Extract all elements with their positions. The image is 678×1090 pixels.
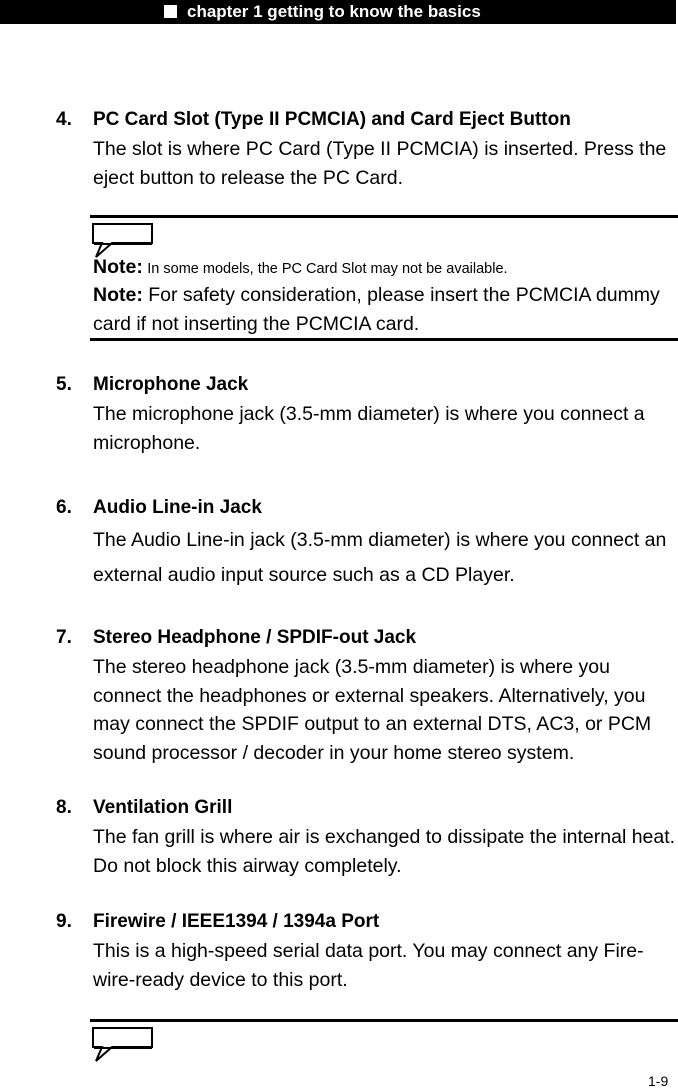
note-line-1 <box>93 253 508 283</box>
note-top-rule <box>90 1019 678 1022</box>
note-label: Note: <box>93 284 143 306</box>
item-description: The fan grill is where air is exchanged to dissipate the internal heat. Do not block this airway completely. <box>93 826 676 877</box>
item-number: 8. <box>56 797 72 818</box>
item-title: Firewire / IEEE1394 / 1394a Port <box>93 911 380 932</box>
note-top-rule <box>90 215 678 218</box>
note-box <box>90 215 678 343</box>
item-description: The microphone jack (3.5-mm diameter) is where you connect a microphone. <box>93 403 645 454</box>
item-number: 6. <box>56 497 72 518</box>
chapter-title: chapter 1 getting to know the basics <box>187 2 481 21</box>
note-label: Note: <box>93 256 143 278</box>
item-number: 5. <box>56 374 72 395</box>
note-line-2 <box>93 281 678 338</box>
item-description: This is a high-speed serial data port. You may connect any Fire-wire-ready device to this port. <box>93 940 644 991</box>
item-title: Ventilation Grill <box>93 797 233 818</box>
note-box-continued <box>90 1019 678 1069</box>
item-title: Stereo Headphone / SPDIF-out Jack <box>93 627 417 648</box>
item-description: The stereo headphone jack (3.5-mm diameter) is where you connect the headphones or external speakers. Alternatively, you may connect the SPDIF output to an external DTS, AC3, or PCM sound processor / decoder in your home stereo system. <box>93 656 652 764</box>
bullet-square-icon <box>164 5 177 18</box>
note-bottom-rule <box>90 338 678 341</box>
item-title: Microphone Jack <box>93 374 249 395</box>
item-title: PC Card Slot (Type II PCMCIA) and Card Eject Button <box>93 109 571 130</box>
item-number: 4. <box>56 109 72 130</box>
item-number: 7. <box>56 627 72 648</box>
item-description: The slot is where PC Card (Type II PCMCIA) is inserted. Press the eject button to release the PC Card. <box>93 138 667 189</box>
item-title: Audio Line-in Jack <box>93 497 262 518</box>
note-text: For safety consideration, please insert the PCMCIA dummy card if not inserting the PCMCIA card. <box>93 284 660 335</box>
note-pointer-icon <box>92 1027 154 1063</box>
chapter-header <box>0 0 676 24</box>
item-number: 9. <box>56 911 72 932</box>
item-description: The Audio Line-in jack (3.5-mm diameter) is where you connect an external audio input source such as a CD Player. <box>93 529 667 586</box>
page-number: 1-9 <box>648 1073 669 1089</box>
note-text: In some models, the PC Card Slot may not be available. <box>147 261 508 277</box>
